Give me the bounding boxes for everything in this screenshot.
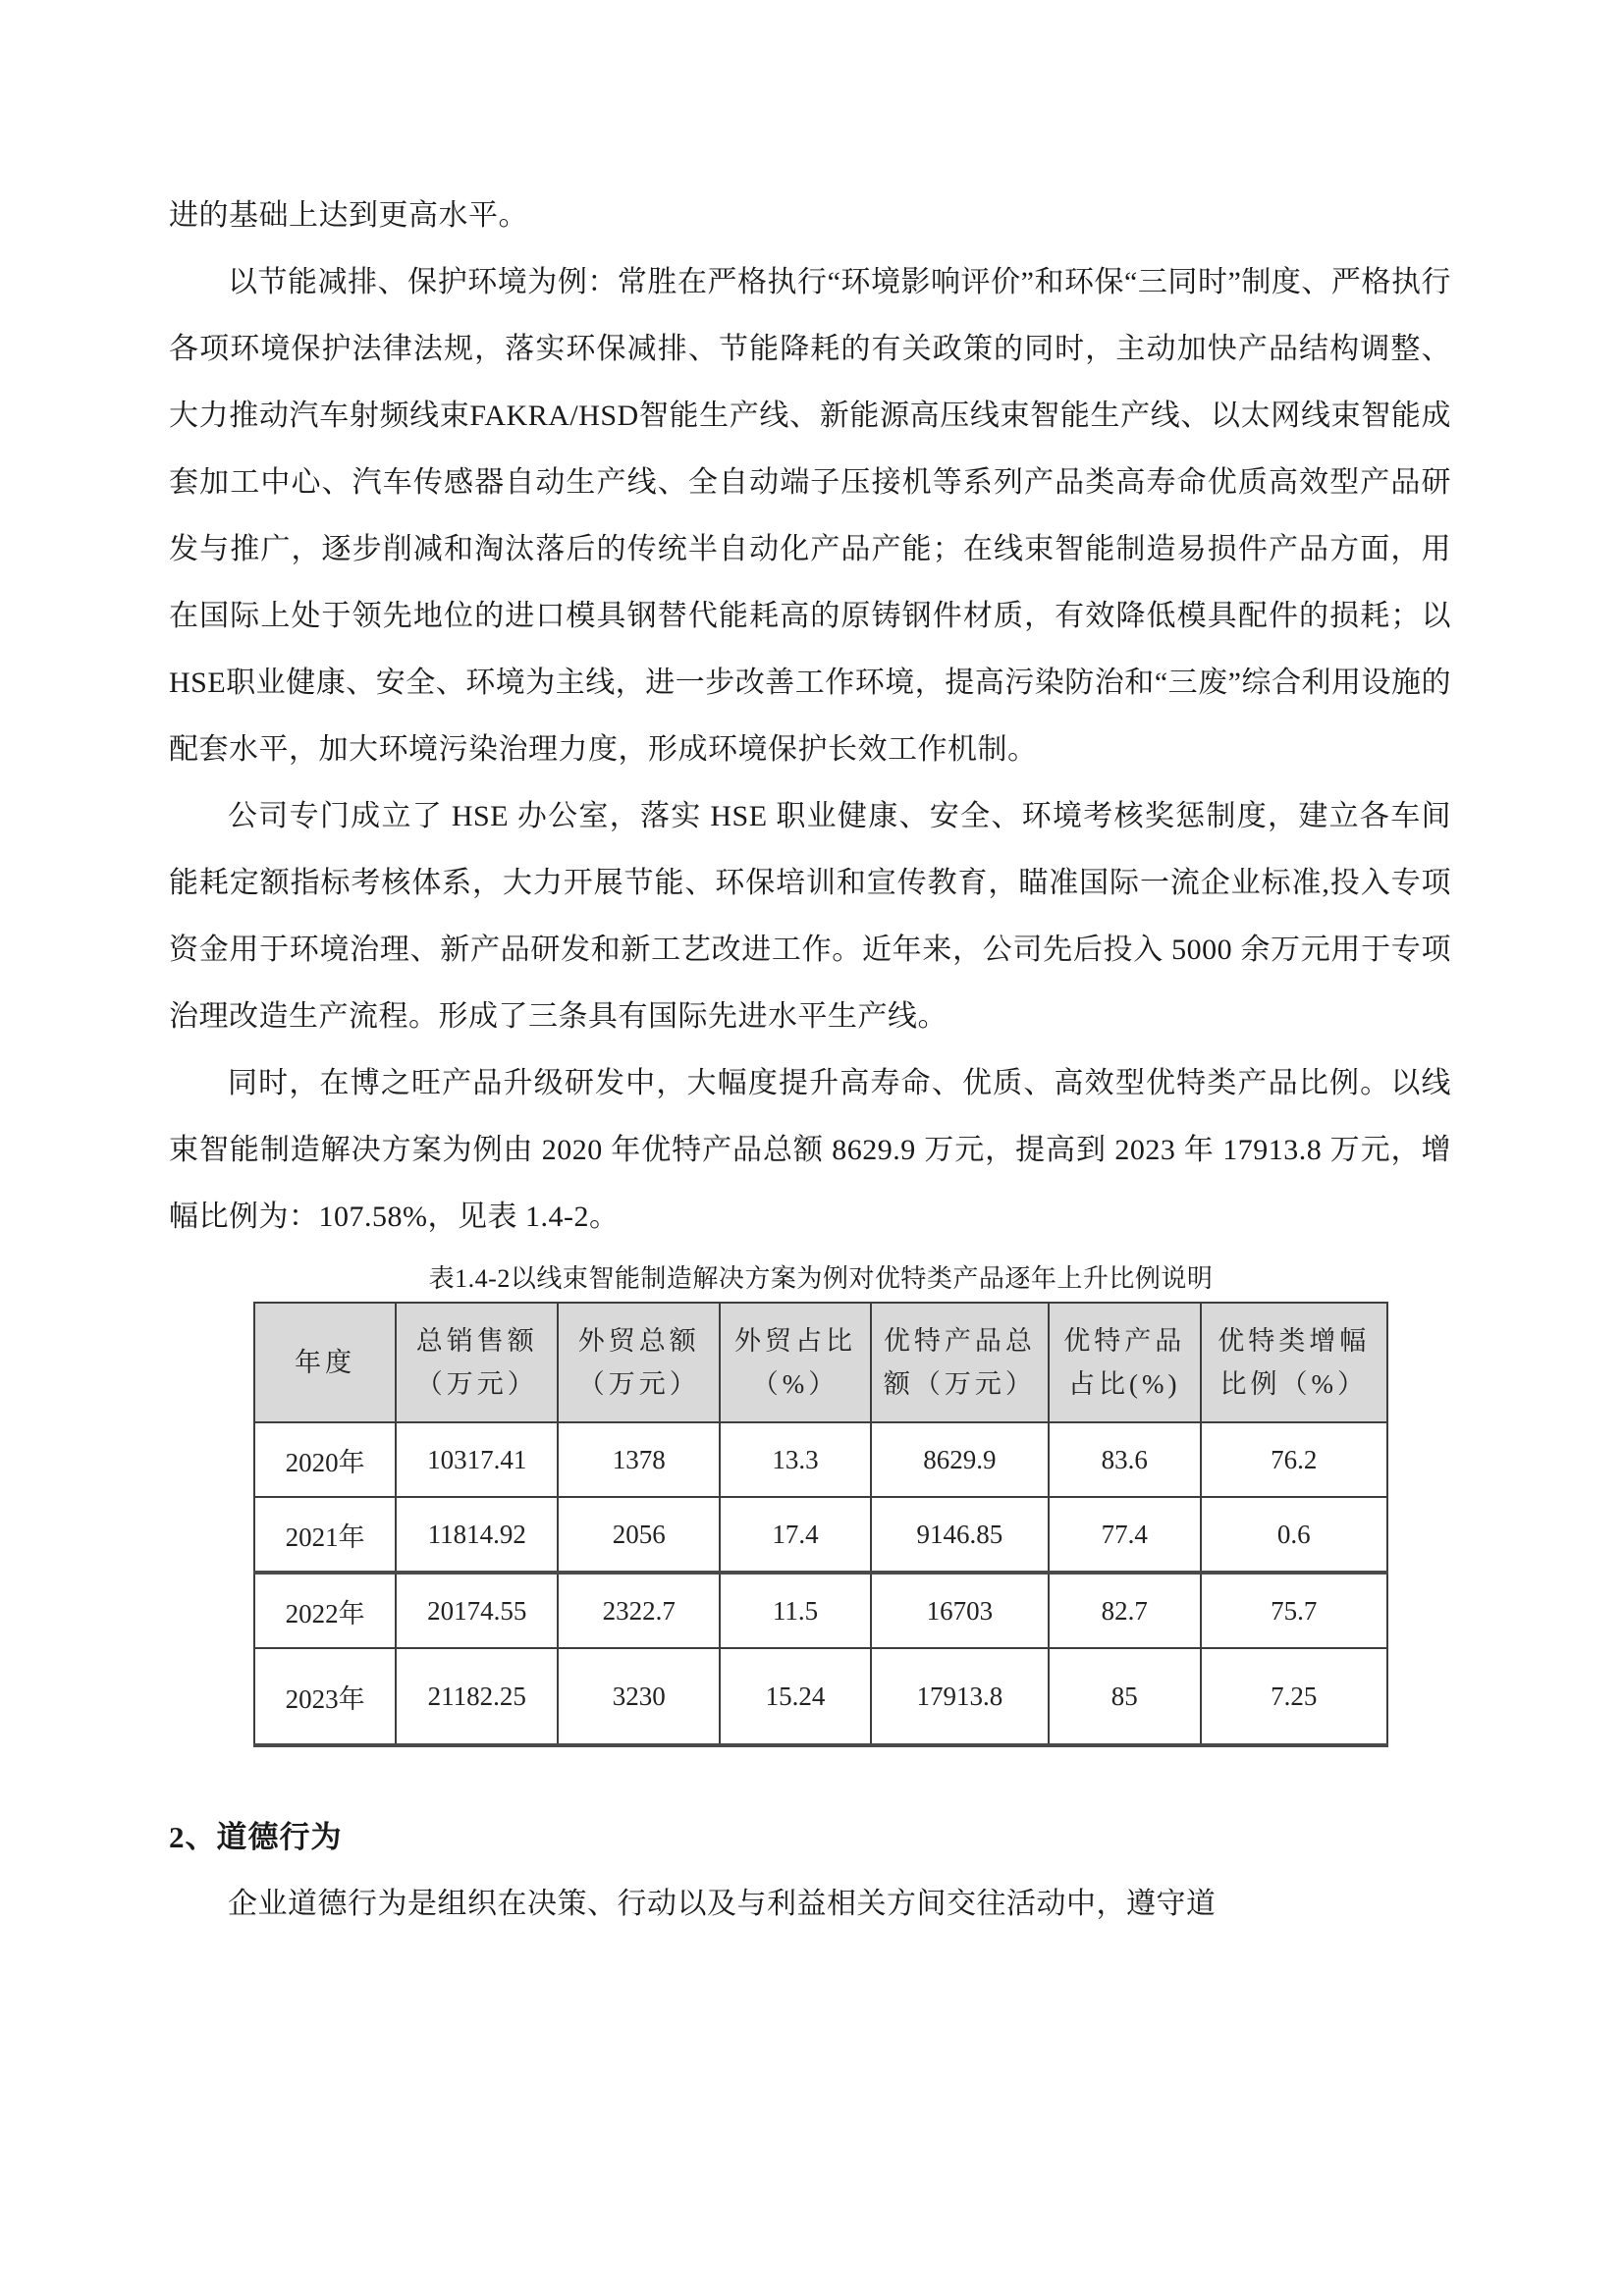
table-cell: 15.24 [720, 1648, 870, 1745]
section-heading-ethics: 2、道德行为 [169, 1820, 343, 1854]
table-caption: 表1.4-2以线束智能制造解决方案为例对优特类产品逐年上升比例说明 [428, 1264, 1214, 1293]
table-cell: 2322.7 [558, 1573, 720, 1648]
table-header-row [254, 1303, 1387, 1422]
header-cell-foreign-trade-ratio: 外贸占比（%） [720, 1303, 870, 1422]
table-cell: 13.3 [720, 1422, 870, 1497]
table-cell: 77.4 [1049, 1497, 1201, 1573]
table-row [254, 1648, 1387, 1745]
header-cell-foreign-trade-total: 外贸总额（万元） [558, 1303, 720, 1422]
paragraph-product-upgrade: 同时，在博之旺产品升级研发中，大幅度提升高寿命、优质、高效型优特类产品比例。以线束智能制造解决方案为例由 2020 年优特产品总额 8629.9 万元，提高到 2023 年 17913.8 万元，增幅比例为：107.58%，见表 1.4-2。 [169, 1067, 1451, 1233]
table-row [254, 1573, 1387, 1648]
table-cell: 17913.8 [871, 1648, 1049, 1745]
table-row [254, 1497, 1387, 1573]
table-cell: 82.7 [1049, 1573, 1201, 1648]
table-cell: 0.6 [1201, 1497, 1387, 1573]
product-ratio-table [253, 1302, 1388, 1747]
table-cell: 2020年 [254, 1422, 396, 1497]
table-cell: 9146.85 [871, 1497, 1049, 1573]
table-cell: 3230 [558, 1648, 720, 1745]
table-cell: 11814.92 [396, 1497, 558, 1573]
table-cell: 1378 [558, 1422, 720, 1497]
table-cell: 21182.25 [396, 1648, 558, 1745]
table-cell: 75.7 [1201, 1573, 1387, 1648]
table-cell: 16703 [871, 1573, 1049, 1648]
header-cell-year: 年度 [254, 1303, 396, 1422]
paragraph-environment: 以节能减排、保护环境为例：常胜在严格执行“环境影响评价”和环保“三同时”制度、严格执行各项环境保护法律法规，落实环保减排、节能降耗的有关政策的同时，主动加快产品结构调整、大力推动汽车射频线束FAKRA/HSD智能生产线、新能源高压线束智能生产线、以太网线束智能成套加工中心、汽车传感器自动生产线、全自动端子压接机等系列产品类高寿命优质高效型产品研发与推广，逐步削减和淘汰落后的传统半自动化产品产能；在线束智能制造易损件产品方面，用在国际上处于领先地位的进口模具钢替代能耗高的原铸钢件材质，有效降低模具配件的损耗；以HSE职业健康、安全、环境为主线，进一步改善工作环境，提高污染防治和“三废”综合利用设施的配套水平，加大环境污染治理力度，形成环境保护长效工作机制。 [169, 266, 1451, 766]
table-cell: 85 [1049, 1648, 1201, 1745]
table-cell: 2022年 [254, 1573, 396, 1648]
header-cell-premium-ratio: 优特产品占比(%) [1049, 1303, 1201, 1422]
header-cell-premium-growth: 优特类增幅比例（%） [1201, 1303, 1387, 1422]
table-cell: 17.4 [720, 1497, 870, 1573]
table-row [254, 1422, 1387, 1497]
table-cell: 10317.41 [396, 1422, 558, 1497]
table-cell: 76.2 [1201, 1422, 1387, 1497]
header-cell-total-sales: 总销售额（万元） [396, 1303, 558, 1422]
table-cell: 2023年 [254, 1648, 396, 1745]
bottom-margin [169, 1938, 1451, 1944]
table-cell: 83.6 [1049, 1422, 1201, 1497]
table-cell: 8629.9 [871, 1422, 1049, 1497]
paragraph-hse-office: 公司专门成立了 HSE 办公室，落实 HSE 职业健康、安全、环境考核奖惩制度，建立各车间能耗定额指标考核体系，大力开展节能、环保培训和宣传教育，瞄准国际一流企业标准,投入专项资金用于环境治理、新产品研发和新工艺改进工作。近年来，公司先后投入 5000 余万元用于专项治理改造生产流程。形成了三条具有国际先进水平生产线。 [169, 800, 1451, 1033]
table-cell: 20174.55 [396, 1573, 558, 1648]
table-cell: 7.25 [1201, 1648, 1387, 1745]
paragraph-ethics-intro: 企业道德行为是组织在决策、行动以及与利益相关方间交往活动中，遵守道 [228, 1888, 1217, 1920]
paragraph-continuation: 进的基础上达到更高水平。 [169, 199, 528, 232]
header-cell-premium-total: 优特产品总额（万元） [871, 1303, 1049, 1422]
table-cell: 2056 [558, 1497, 720, 1573]
table-cell: 11.5 [720, 1573, 870, 1648]
table-cell: 2021年 [254, 1497, 396, 1573]
